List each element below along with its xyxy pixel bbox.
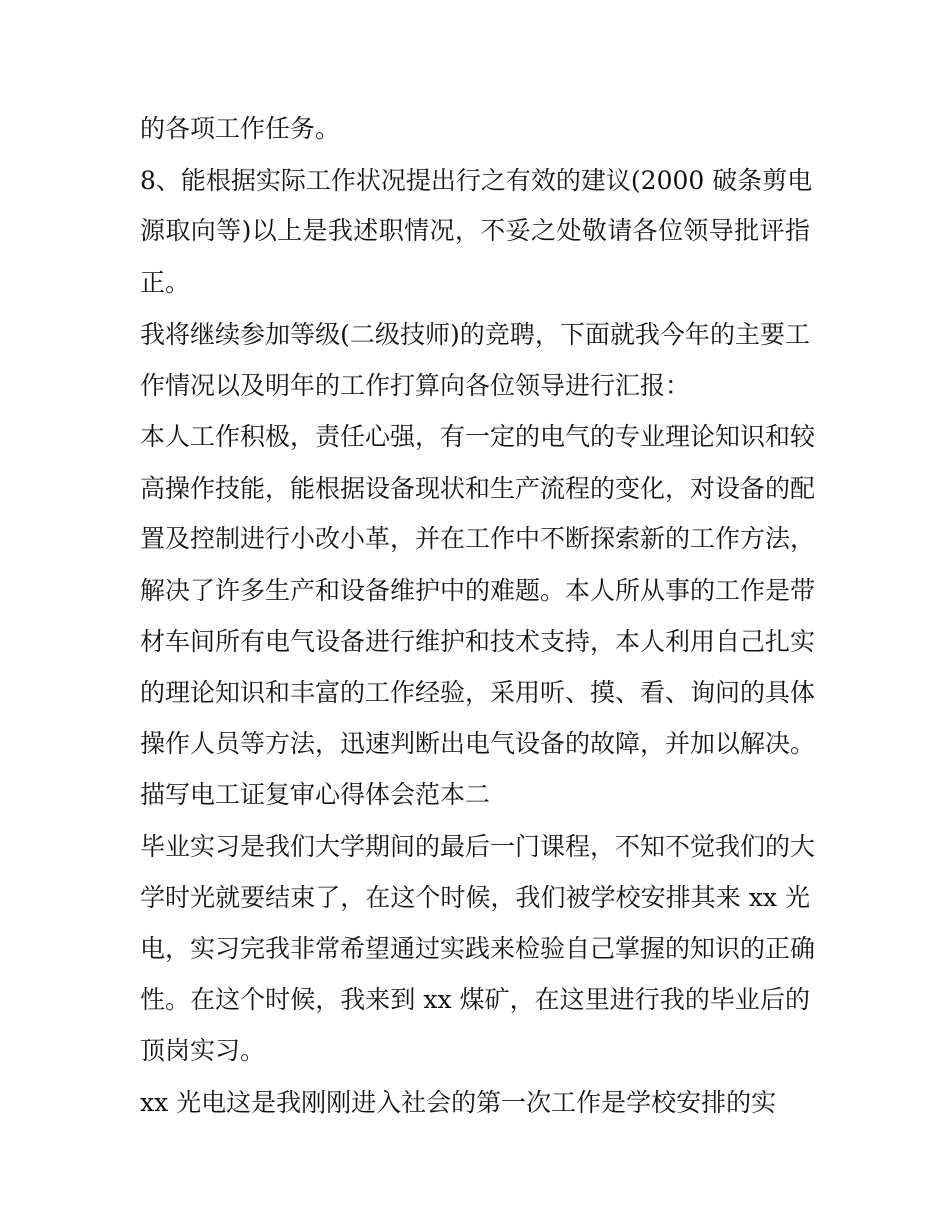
text-line: 我将继续参加等级(二级技师)的竞聘，下面就我今年的主要工 [140,320,810,349]
text-line: 置及控制进行小改小革，并在工作中不断探索新的工作方法， [140,524,816,553]
text-line: 操作人员等方法，迅速判断出电气设备的故障，并加以解决。 [140,729,816,758]
text-line: 顶岗实习。 [140,1036,266,1065]
text-line: 电，实习完我非常希望通过实践来检验自己掌握的知识的正确 [140,934,816,963]
text-line: 本人工作积极，责任心强，有一定的电气的专业理论知识和较 [140,422,816,451]
text-line: 正。 [140,268,191,297]
text-line: 毕业实习是我们大学期间的最后一门课程，不知不觉我们的大 [140,832,816,861]
text-line: 材车间所有电气设备进行维护和技术支持，本人利用自己扎实 [140,627,816,656]
text-line: 的理论知识和丰富的工作经验，采用听、摸、看、询问的具体 [140,678,816,707]
text-line: 作情况以及明年的工作打算向各位领导进行汇报： [140,371,691,400]
text-line: 高操作技能，能根据设备现状和生产流程的变化，对设备的配 [140,474,816,503]
text-line: 学时光就要结束了，在这个时候，我们被学校安排其来 xx 光 [140,883,810,912]
text-line: 源取向等)以上是我述职情况，不妥之处敬请各位领导批评指 [140,216,810,245]
text-line: 的各项工作任务。 [140,114,341,143]
text-line: 性。在这个时候，我来到 xx 煤矿，在这里进行我的毕业后的 [140,985,810,1014]
text-line: 8、能根据实际工作状况提出行之有效的建议(2000 破条剪电 [140,166,813,195]
section-heading: 描写电工证复审心得体会范本二 [140,780,491,809]
text-line: 解决了许多生产和设备维护中的难题。本人所从事的工作是带 [140,576,816,605]
text-line: xx 光电这是我刚刚进入社会的第一次工作是学校安排的实 [140,1088,777,1117]
